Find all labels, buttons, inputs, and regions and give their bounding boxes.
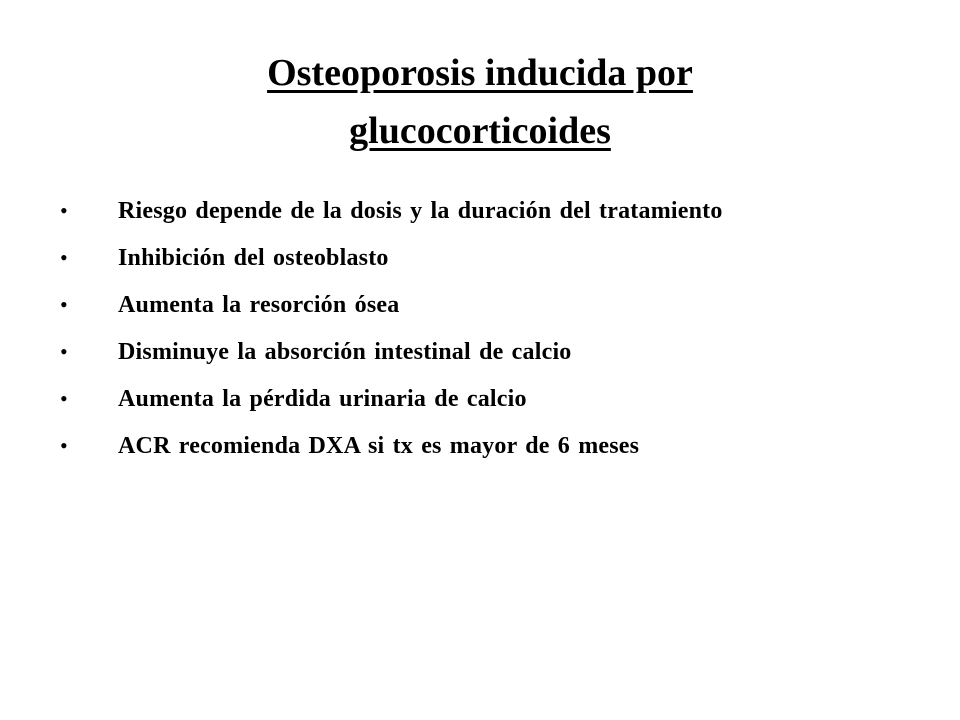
bullet-icon: • [60, 198, 68, 223]
bullet-icon: • [60, 339, 68, 364]
slide-title-line-2: glucocorticoides [349, 110, 611, 152]
slide-title [120, 44, 840, 160]
bullet-icon: • [60, 433, 68, 458]
bullet-icon: • [60, 386, 68, 411]
bullet-item [56, 290, 896, 320]
slide-title-line-1: Osteoporosis inducida por [267, 52, 693, 94]
bullet-item [56, 196, 896, 226]
bullet-item [56, 384, 896, 414]
bullet-item [56, 431, 896, 461]
bullet-icon: • [60, 245, 68, 270]
bullet-text: ACR recomienda DXA si tx es mayor de 6 meses [118, 433, 640, 459]
bullet-text: Aumenta la resorción ósea [118, 292, 400, 318]
bullet-list [56, 196, 896, 478]
bullet-text: Inhibición del osteoblasto [118, 245, 389, 271]
bullet-item [56, 243, 896, 273]
bullet-text: Riesgo depende de la dosis y la duración del tratamiento [118, 198, 723, 224]
bullet-icon: • [60, 292, 68, 317]
bullet-text: Disminuye la absorción intestinal de calcio [118, 339, 572, 365]
bullet-item [56, 337, 896, 367]
bullet-text: Aumenta la pérdida urinaria de calcio [118, 386, 527, 412]
